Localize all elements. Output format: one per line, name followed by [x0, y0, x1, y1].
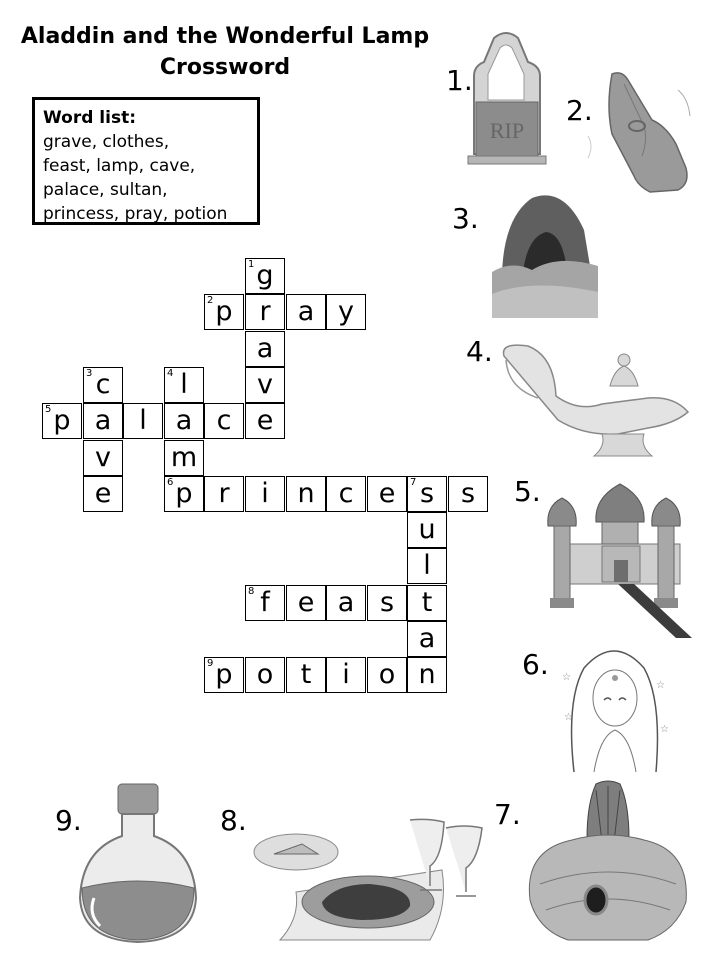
crossword-cell — [245, 403, 285, 439]
svg-text:☆: ☆ — [656, 680, 665, 691]
cell-letter: l — [139, 405, 147, 436]
clue-number-3: 3. — [452, 202, 479, 235]
crossword-cell — [407, 548, 447, 584]
cell-letter: n — [418, 659, 436, 690]
oil-lamp-icon — [498, 340, 698, 464]
crossword-cell — [204, 403, 244, 439]
cell-letter: v — [257, 369, 273, 400]
cell-letter: c — [95, 369, 111, 400]
crossword-cell — [407, 512, 447, 548]
cell-letter: e — [297, 587, 315, 618]
tombstone-rip-text: RIP — [489, 118, 525, 143]
cell-letter: v — [95, 442, 111, 473]
crossword-cell — [83, 403, 123, 439]
clue-cell-number: 1 — [248, 259, 255, 270]
potion-bottle-icon — [78, 780, 198, 946]
cell-letter: o — [378, 659, 396, 690]
cell-letter: i — [342, 659, 350, 690]
clue-cell-number: 7 — [410, 477, 417, 488]
cell-letter: s — [379, 587, 395, 618]
crossword-cell — [245, 476, 285, 512]
princess-icon — [556, 640, 674, 774]
crossword-cell — [286, 585, 326, 621]
cell-letter: e — [94, 478, 112, 509]
crossword-cell — [407, 657, 447, 693]
cell-letter: o — [256, 659, 274, 690]
crossword-cell — [326, 657, 366, 693]
word-list-line: princess, pray, potion — [43, 204, 228, 224]
crossword-cell — [448, 476, 488, 512]
clue-cell-number: 3 — [86, 368, 93, 379]
crossword-cell — [204, 476, 244, 512]
cell-letter: g — [256, 260, 274, 291]
word-list-line: grave, clothes, — [43, 132, 170, 152]
crossword-cell — [367, 585, 407, 621]
crossword-cell — [164, 476, 204, 512]
cell-letter: m — [170, 442, 198, 473]
crossword-cell — [245, 294, 285, 330]
svg-text:☆: ☆ — [562, 672, 571, 683]
word-list-line: palace, sultan, — [43, 180, 168, 200]
page-title: Aladdin and the Wonderful Lamp — [20, 24, 430, 49]
cell-letter: y — [338, 296, 354, 327]
word-list-heading: Word list: — [43, 108, 136, 128]
crossword-cell — [245, 331, 285, 367]
clue-number-8: 8. — [220, 804, 247, 837]
cell-letter: e — [256, 405, 274, 436]
word-list-line: feast, lamp, cave, — [43, 156, 196, 176]
clue-cell-number: 8 — [248, 586, 255, 597]
crossword-cell — [286, 294, 326, 330]
crossword-cell — [164, 367, 204, 403]
svg-text:☆: ☆ — [660, 724, 669, 735]
clue-number-9: 9. — [55, 804, 82, 837]
crossword-cell — [286, 476, 326, 512]
crossword-cell — [326, 476, 366, 512]
crossword-cell — [245, 367, 285, 403]
crossword-cell — [407, 476, 447, 512]
svg-text:☆: ☆ — [564, 712, 573, 723]
cell-letter: a — [94, 405, 112, 436]
clue-number-7: 7. — [494, 798, 521, 831]
praying-hands-icon — [582, 66, 698, 194]
sultan-turban-icon — [524, 780, 692, 946]
clue-cell-number: 4 — [167, 368, 174, 379]
crossword-cell — [407, 621, 447, 657]
cell-letter: a — [418, 623, 436, 654]
cell-letter: f — [260, 587, 270, 618]
crossword-cell — [326, 294, 366, 330]
crossword-cell — [245, 258, 285, 294]
crossword-cell — [367, 476, 407, 512]
crossword-cell — [42, 403, 82, 439]
cell-letter: p — [175, 478, 193, 509]
cell-letter: e — [378, 478, 396, 509]
cell-letter: l — [423, 550, 431, 581]
clue-number-6: 6. — [522, 648, 549, 681]
cell-letter: a — [337, 587, 355, 618]
cell-letter: u — [418, 514, 436, 545]
crossword-cell — [83, 367, 123, 403]
cell-letter: a — [256, 333, 274, 364]
crossword-cell — [83, 440, 123, 476]
cell-letter: r — [259, 296, 271, 327]
crossword-cell — [204, 657, 244, 693]
cell-letter: c — [338, 478, 354, 509]
clue-number-2: 2. — [566, 94, 593, 127]
clue-number-4: 4. — [466, 335, 493, 368]
word-list-box — [32, 97, 260, 225]
crossword-cell — [367, 657, 407, 693]
clue-cell-number: 5 — [45, 404, 52, 415]
feast-icon — [252, 808, 492, 948]
cell-letter: s — [460, 478, 476, 509]
cell-letter: a — [297, 296, 315, 327]
crossword-cell — [204, 294, 244, 330]
cell-letter: p — [215, 659, 233, 690]
cave-icon — [492, 190, 598, 318]
crossword-cell — [83, 476, 123, 512]
cell-letter: i — [261, 478, 269, 509]
crossword-cell — [123, 403, 163, 439]
clue-number-1: 1. — [446, 64, 473, 97]
cell-letter: p — [53, 405, 71, 436]
clue-number-5: 5. — [514, 475, 541, 508]
crossword-cell — [164, 403, 204, 439]
gravestone-icon — [466, 26, 548, 166]
clue-cell-number: 2 — [207, 295, 214, 306]
page-subtitle: Crossword — [159, 55, 291, 80]
cell-letter: t — [421, 587, 433, 618]
crossword-cell — [286, 657, 326, 693]
crossword-cell — [245, 585, 285, 621]
palace-icon — [540, 480, 700, 640]
cell-letter: n — [297, 478, 315, 509]
cell-letter: r — [218, 478, 230, 509]
crossword-cell — [407, 585, 447, 621]
crossword-cell — [326, 585, 366, 621]
cell-letter: p — [215, 296, 233, 327]
cell-letter: l — [180, 369, 188, 400]
crossword-cell — [164, 440, 204, 476]
cell-letter: a — [175, 405, 193, 436]
crossword-cell — [245, 657, 285, 693]
cell-letter: t — [300, 659, 312, 690]
cell-letter: c — [216, 405, 232, 436]
clue-cell-number: 9 — [207, 658, 214, 669]
clue-cell-number: 6 — [167, 477, 174, 488]
cell-letter: s — [419, 478, 435, 509]
